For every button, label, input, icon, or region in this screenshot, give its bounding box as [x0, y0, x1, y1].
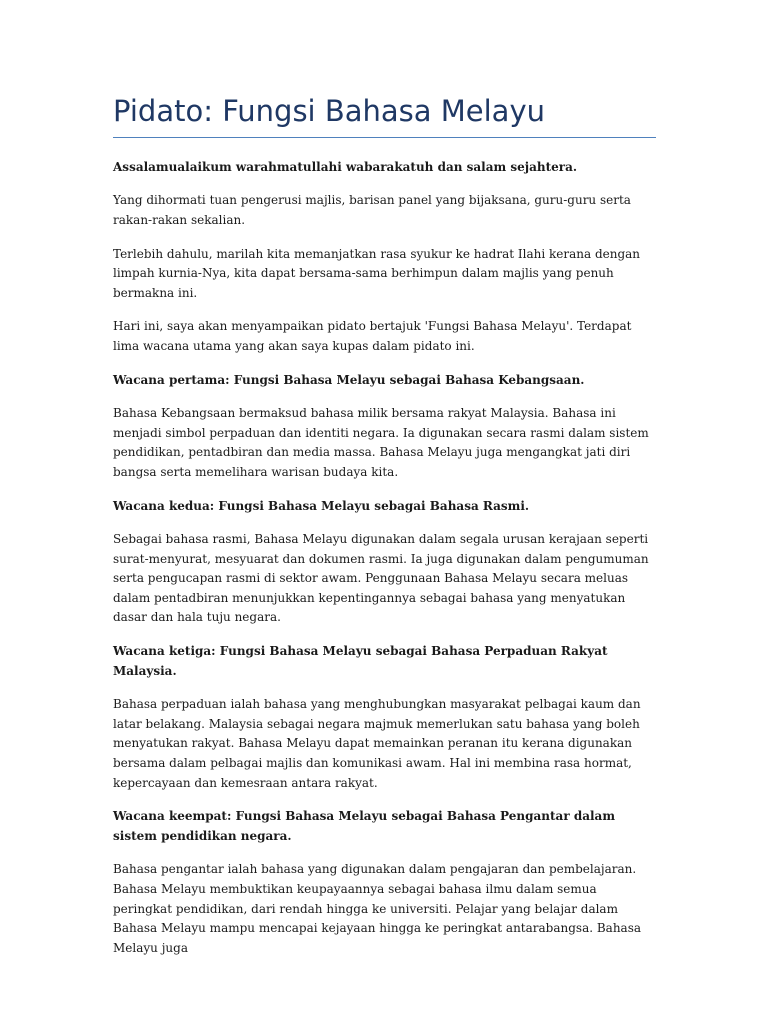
paragraph-salutation: Yang dihormati tuan pengerusi majlis, barisan panel yang bijaksana, guru-guru serta rakan-rakan sekalian.: [113, 193, 631, 227]
paragraph-wacana-keempat: Bahasa pengantar ialah bahasa yang digunakan dalam pengajaran dan pembelajaran. Bahasa Melayu membuktikan keupayaannya sebagai bahasa ilmu dalam semua peringkat pendidikan, dari rendah hingga ke universiti. Pelajar yang belajar dalam Bahasa Melayu mampu mencapai kejayaan hingga ke peringkat antarabangsa. Bahasa Melayu juga: [113, 862, 642, 955]
heading-wacana-keempat: Wacana keempat: Fungsi Bahasa Melayu sebagai Bahasa Pengantar dalam sistem pendidikan negara.: [113, 809, 616, 843]
heading-wacana-kedua: Wacana kedua: Fungsi Bahasa Melayu sebagai Bahasa Rasmi.: [113, 498, 530, 513]
paragraph-wacana-pertama: Bahasa Kebangsaan bermaksud bahasa milik bersama rakyat Malaysia. Bahasa ini menjadi simbol perpaduan dan identiti negara. Ia digunakan secara rasmi dalam sistem pendidikan, pentadbiran dan media massa. Bahasa Melayu juga mengangkat jati diri bangsa serta memelihara warisan budaya kita.: [113, 406, 649, 479]
paragraph-wacana-ketiga: Bahasa perpaduan ialah bahasa yang menghubungkan masyarakat pelbagai kaum dan latar belakang. Malaysia sebagai negara majmuk memerlukan satu bahasa yang boleh menyatukan rakyat. Bahasa Melayu dapat memainkan peranan itu kerana digunakan bersama dalam pelbagai majlis dan komunikasi awam. Hal ini membina rasa hormat, kepercayaan dan kemesraan antara rakyat.: [113, 697, 641, 790]
paragraph-gratitude: Terlebih dahulu, marilah kita memanjatkan rasa syukur ke hadrat Ilahi kerana dengan limpah kurnia-Nya, kita dapat bersama-sama berhimpun dalam majlis yang penuh bermakna ini.: [113, 246, 641, 300]
title-underline: [113, 137, 656, 138]
paragraph-greeting: Assalamualaikum warahmatullahi wabarakatuh dan salam sejahtera.: [113, 159, 578, 174]
paragraph-introduction: Hari ini, saya akan menyampaikan pidato bertajuk 'Fungsi Bahasa Melayu'. Terdapat lima wacana utama yang akan saya kupas dalam pidato ini.: [113, 319, 632, 353]
paragraph-wacana-kedua: Sebagai bahasa rasmi, Bahasa Melayu digunakan dalam segala urusan kerajaan seperti surat-menyurat, mesyuarat dan dokumen rasmi. Ia juga digunakan dalam pengumuman serta pengucapan rasmi di sektor awam. Penggunaan Bahasa Melayu secara meluas dalam pentadbiran menunjukkan kepentingannya sebagai bahasa yang menyatukan dasar dan hala tuju negara.: [113, 532, 649, 625]
document-title: Pidato: Fungsi Bahasa Melayu: [113, 94, 545, 128]
heading-wacana-ketiga: Wacana ketiga: Fungsi Bahasa Melayu sebagai Bahasa Perpaduan Rakyat Malaysia.: [113, 644, 608, 678]
document-body: [113, 94, 656, 972]
heading-wacana-pertama: Wacana pertama: Fungsi Bahasa Melayu sebagai Bahasa Kebangsaan.: [113, 372, 585, 387]
